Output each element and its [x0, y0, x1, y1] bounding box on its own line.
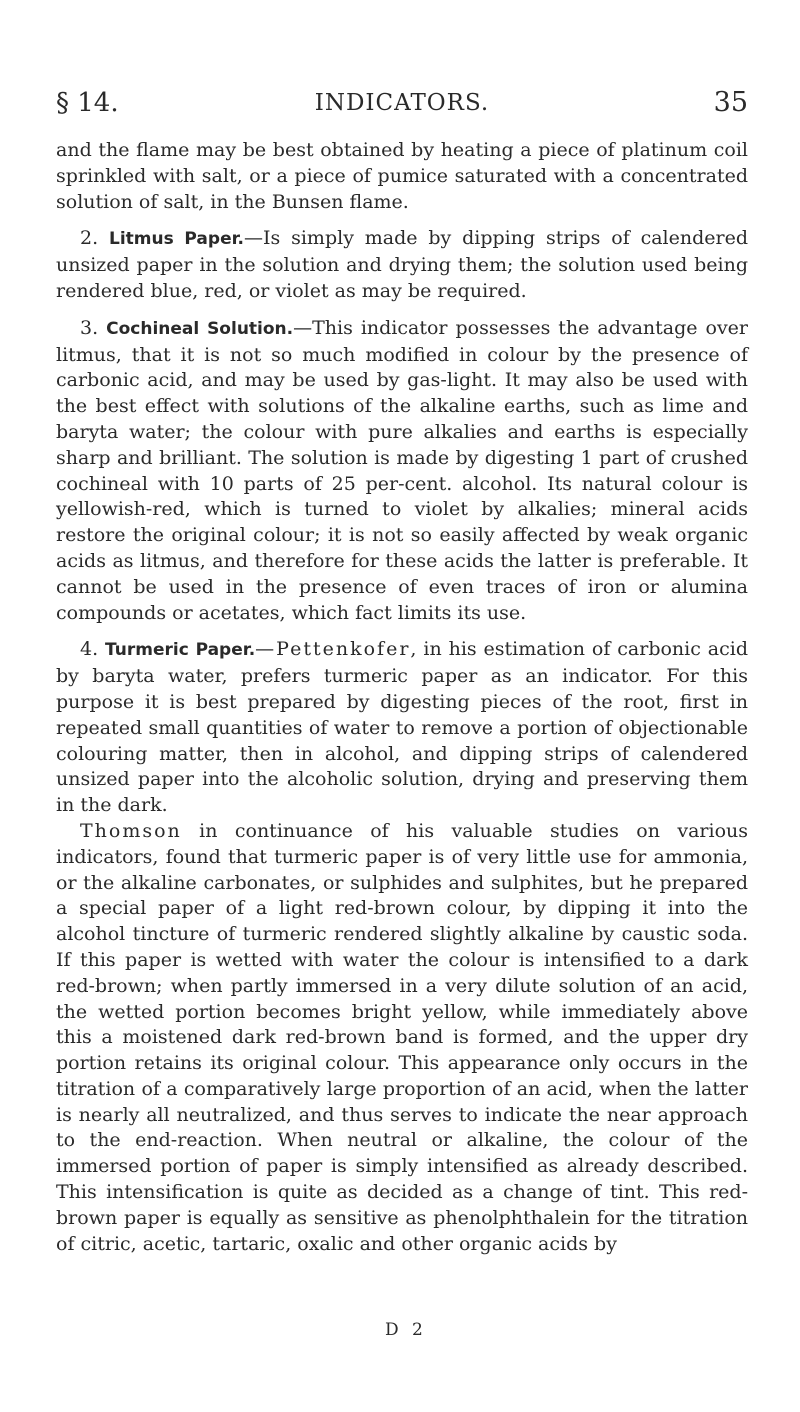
paragraph-number: 3. [80, 316, 99, 339]
paragraph-text: —Is simply made by dipping strips of calendered unsized paper in the solution and drying them; the solution used being rendered blue, red, or violet as may be required. [56, 227, 748, 302]
book-page [56, 88, 748, 1257]
paragraph-text: in continuance of his valuable studies on various indicators, found that turmeric paper is of very little use for ammonia, or the alkaline carbonates, or sulphides and sulphites, but he prepared a special paper of a light red-brown colour, by dipping it into the alcohol tincture of turmeric rendered slightly alkaline by caustic soda. If this paper is wetted with water the colour is intensified to a dark red-brown; when partly immersed in a very dilute solution of an acid, the wetted portion becomes bright yellow, while immediately above this a moistened dark red-brown band is formed, and the upper dry portion retains its original colour. This appearance only occurs in the titration of a comparatively large proportion of an acid, when the latter is nearly all neutralized, and thus serves to indicate the near approach to the end-reaction. When neutral or alkaline, the colour of the immersed portion of paper is simply intensified as already described. This intensification is quite as decided as a change of tint. This red-brown paper is equally as sensitive as phenolphthalein for the titration of citric, acetic, tartaric, oxalic and other organic acids by [56, 819, 748, 1255]
paragraph-number: 2. [80, 227, 99, 250]
section-number: § 14. [56, 88, 119, 118]
paragraph-heading: Cochineal Solution. [106, 318, 294, 339]
body-text [56, 138, 748, 1257]
paragraph-text: and the flame may be best obtained by heating a piece of platinum coil sprinkled with salt, or a piece of pumice saturated with a concentrated solution of salt, in the Bunsen flame. [56, 139, 748, 213]
page-number: 35 [713, 87, 748, 118]
paragraph-thomson [56, 819, 748, 1258]
page-header [56, 88, 748, 118]
paragraph-cochineal-solution [56, 316, 748, 627]
paragraph-number: 4. [80, 638, 99, 661]
paragraph-litmus-paper [56, 226, 748, 304]
running-title: INDICATORS. [314, 90, 490, 116]
paragraph-heading: Litmus Paper. [108, 229, 245, 250]
paragraph-continuation [56, 138, 748, 215]
paragraph-heading: Turmeric Paper. [105, 640, 256, 661]
author-name: Thomson [80, 819, 182, 842]
paragraph-turmeric-paper [56, 637, 748, 819]
author-name: —Pettenkofer [255, 638, 411, 661]
paragraph-text: , in his estimation of carbonic acid by baryta water, prefers turmeric paper as an indicator. For this purpose it is best prepared by digesting pieces of the root, first in repeated small quantities of water to remove a portion of objectionable colouring matter, then in alcohol, and dipping strips of calendered unsized paper into the alcoholic solution, drying and preserving them in the dark. [56, 638, 748, 817]
signature-mark: D 2 [385, 1320, 427, 1340]
paragraph-text: —This indicator possesses the advantage over litmus, that it is not so much modified in colour by the presence of carbonic acid, and may be used by gas-light. It may also be used with the best effect with solutions of the alkaline earths, such as lime and baryta water; the colour with pure alkalies and earths is especially sharp and brilliant. The solution is made by digesting 1 part of crushed cochineal with 10 parts of 25 per-cent. alcohol. Its natural colour is yellowish-red, which is turned to violet by alkalies; mineral acids restore the original colour; it is not so easily affected by weak organic acids as litmus, and therefore for these acids the latter is preferable. It cannot be used in the presence of even traces of iron or alumina compounds or acetates, which fact limits its use. [56, 316, 749, 624]
